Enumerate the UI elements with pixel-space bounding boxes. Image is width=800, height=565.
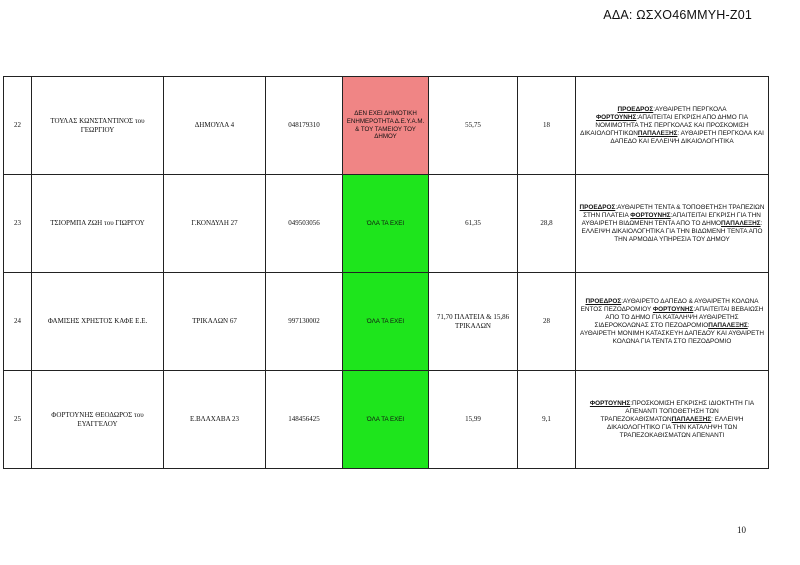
table-body bbox=[4, 77, 769, 469]
name-cell: ΤΣΙΟΡΜΠΑ ΖΩΗ του ΓΙΩΡΓΟΥ bbox=[32, 175, 164, 273]
status-cell: ΌΛΑ ΤΑ ΕΧΕΙ bbox=[343, 175, 429, 273]
note-title: ΠΡΟΕΔΡΟΣ bbox=[585, 297, 622, 305]
row-number-cell: 23 bbox=[4, 175, 32, 273]
notes-cell bbox=[576, 175, 769, 273]
note-title: ΠΑΠΑΛΕΞΗΣ bbox=[708, 321, 748, 329]
table-row bbox=[4, 371, 769, 469]
note-title: ΠΡΟΕΔΡΟΣ bbox=[617, 105, 654, 113]
address-cell: Γ.ΚΟΝΔΥΛΗ 27 bbox=[164, 175, 266, 273]
fine-cell: 28 bbox=[518, 273, 576, 371]
note-title: ΠΡΟΕΔΡΟΣ bbox=[579, 203, 616, 211]
note-text: :ΑΥΘΑΙΡΕΤΗ ΤΕΝΤΑ & ΤΟΠΟΘΕΤΗΣΗ ΤΡΑΠΕΖΙΩΝ ΣΤΗΝ ΠΛΑΤΕΙΑ bbox=[583, 203, 765, 219]
notes-cell bbox=[576, 77, 769, 175]
table-row bbox=[4, 273, 769, 371]
note-text: : ΕΛΛΕΙΨΗ ΔΙΚΑΙΟΛΟΓΗΤΙΚΟ ΓΙΑ ΤΗΝ ΚΑΤΑΛΗΨΗ ΤΩΝ ΤΡΑΠΕΖΟΚΑΘΙΣΜΑΤΩΝ ΑΠΕΝΑΝΤΙ bbox=[606, 415, 744, 439]
name-cell: ΦΑΜΙΣΗΣ ΧΡΗΣΤΟΣ ΚΑΦΕ Ε.Ε. bbox=[32, 273, 164, 371]
note-text: :ΑΥΘΑΙΡΕΤΟ ΔΑΠΕΔΟ & ΑΥΘΑΙΡΕΤΗ ΚΟΛΩΝΑ ΕΝΤΟΣ ΠΕΖΟΔΡΟΜΙΟΥ bbox=[580, 297, 759, 313]
area-cell: 55,75 bbox=[429, 77, 518, 175]
table-row bbox=[4, 175, 769, 273]
note-text: :ΑΠΑΙΤΕΙΤΑΙ ΕΓΚΡΙΣΗ ΓΙΑ ΤΗΝ ΑΥΘΑΙΡΕΤΗ ΒΙΔΩΜΕΝΗ ΤΕΝΤΑ ΑΠΟ ΤΟ ΔΗΜΟ bbox=[581, 211, 761, 227]
note-text: : ΕΛΛΕΙΨΗ ΔΙΚΑΙΟΛΟΓΗΤΙΚΑ ΓΙΑ ΤΗΝ ΒΙΔΩΜΕΝΗ ΤΕΝΤΑ ΑΠΟ ΤΗΝ ΑΡΜΟΔΙΑ ΥΠΗΡΕΣΙΑ ΤΟΥ ΔΗΜΟΥ bbox=[581, 219, 763, 243]
note-text: : ΑΥΘΑΙΡΕΤΗ ΜΟΝΙΜΗ ΚΑΤΑΣΚΕΥΗ ΔΑΠΕΔΟΥ ΚΑΙ ΑΥΘΑΙΡΕΤΗ ΚΟΛΩΝΑ ΓΙΑ ΤΕΝΤΑ ΣΤΟ ΠΕΖΟΔΡΟΜΙΟ bbox=[580, 321, 764, 345]
notes-cell bbox=[576, 371, 769, 469]
afm-cell: 049503056 bbox=[266, 175, 343, 273]
name-cell: ΤΟΥΛΑΣ ΚΩΝΣΤΑΝΤΙΝΟΣ του ΓΕΩΡΓΙΟΥ bbox=[32, 77, 164, 175]
status-cell: ΌΛΑ ΤΑ ΕΧΕΙ bbox=[343, 371, 429, 469]
note-text: :ΑΠΑΙΤΕΙΤΑΙ ΒΕΒΑΙΩΣΗ ΑΠΟ ΤΟ ΔΗΜΟ ΓΙΑ ΚΑΤΑΛΗΨΗ ΑΥΘΑΙΡΕΤΗΣ ΣΙΔΕΡΟΚΟΛΩΝΑΣ ΣΤΟ ΠΕΖΟΔΡΟΜΙΟ bbox=[594, 305, 764, 329]
fine-cell: 18 bbox=[518, 77, 576, 175]
table-row bbox=[4, 77, 769, 175]
address-cell: Ε.ΒΛΑΧΑΒΑ 23 bbox=[164, 371, 266, 469]
fine-cell: 9,1 bbox=[518, 371, 576, 469]
area-cell: 71,70 ΠΛΑΤΕΙΑ & 15,86 ΤΡΙΚΑΛΩΝ bbox=[429, 273, 518, 371]
note-text: :ΠΡΟΣΚΟΜΙΣΗ ΕΓΚΡΙΣΗΣ ΙΔΙΟΚΤΗΤΗ ΓΙΑ ΑΠΕΝΑΝΤΙ ΤΟΠΟΘΕΤΗΣΗ ΤΩΝ ΤΡΑΠΕΖΟΚΑΘΙΣΜΑΤΩΝ bbox=[600, 399, 755, 423]
name-cell: ΦΟΡΤΟΥΝΗΣ ΘΕΟΔΩΡΟΣ του ΕΥΑΓΓΕΛΟΥ bbox=[32, 371, 164, 469]
note-title: ΠΑΠΑΛΕΞΗΣ bbox=[637, 129, 678, 137]
afm-cell: 997130002 bbox=[266, 273, 343, 371]
address-cell: ΤΡΙΚΑΛΩΝ 67 bbox=[164, 273, 266, 371]
note-title: ΦΟΡΤΟΥΝΗΣ bbox=[589, 399, 631, 407]
note-text: :ΑΠΑΙΤΕΙΤΑΙ ΕΓΚΡΙΣΗ ΑΠΟ ΔΗΜΟ ΓΙΑ ΝΟΜΙΜΟΤΗΤΑ ΤΗΣ ΠΕΡΓΚΟΛΑΣ ΚΑΙ ΠΡΟΣΚΟΜΙΣΗ ΔΙΚΑΙΟΛΟΓΗΤΙΚΩΝ bbox=[580, 113, 749, 137]
page-number: 10 bbox=[737, 525, 746, 535]
permits-table bbox=[3, 76, 769, 469]
ada-code: ΑΔΑ: ΩΣΧΟ46ΜΜΥΗ-Ζ01 bbox=[603, 8, 752, 22]
note-title: ΠΑΠΑΛΕΞΗΣ bbox=[671, 415, 712, 423]
status-cell: ΔΕΝ ΕΧΕΙ ΔΗΜΟΤΙΚΗ ΕΝΗΜΕΡΟΤΗΤΑ Δ.Ε.Υ.Α.Μ. & ΤΟΥ ΤΑΜΕΙΟΥ ΤΟΥ ΔΗΜΟΥ bbox=[343, 77, 429, 175]
note-text: : ΑΥΘΑΙΡΕΤΗ ΠΕΡΓΚΟΛΑ ΚΑΙ ΔΑΠΕΔΟ ΚΑΙ ΕΛΛΕΙΨΗ ΔΙΚΑΙΟΛΟΓΗΤΙΚΑ bbox=[610, 129, 764, 145]
address-cell: ΔΗΜΟΥΛΑ 4 bbox=[164, 77, 266, 175]
note-title: ΦΟΡΤΟΥΝΗΣ bbox=[630, 211, 671, 219]
afm-cell: 148456425 bbox=[266, 371, 343, 469]
notes-cell bbox=[576, 273, 769, 371]
status-cell: ΌΛΑ ΤΑ ΕΧΕΙ bbox=[343, 273, 429, 371]
row-number-cell: 25 bbox=[4, 371, 32, 469]
row-number-cell: 22 bbox=[4, 77, 32, 175]
afm-cell: 048179310 bbox=[266, 77, 343, 175]
note-title: ΠΑΠΑΛΕΞΗΣ bbox=[721, 219, 761, 227]
note-title: ΦΟΡΤΟΥΝΗΣ bbox=[652, 305, 694, 313]
note-title: ΦΟΡΤΟΥΝΗΣ bbox=[595, 113, 637, 121]
note-text: :ΑΥΘΑΙΡΕΤΗ ΠΕΡΓΚΟΛΑ bbox=[653, 105, 727, 113]
area-cell: 15,99 bbox=[429, 371, 518, 469]
row-number-cell: 24 bbox=[4, 273, 32, 371]
area-cell: 61,35 bbox=[429, 175, 518, 273]
fine-cell: 28,8 bbox=[518, 175, 576, 273]
